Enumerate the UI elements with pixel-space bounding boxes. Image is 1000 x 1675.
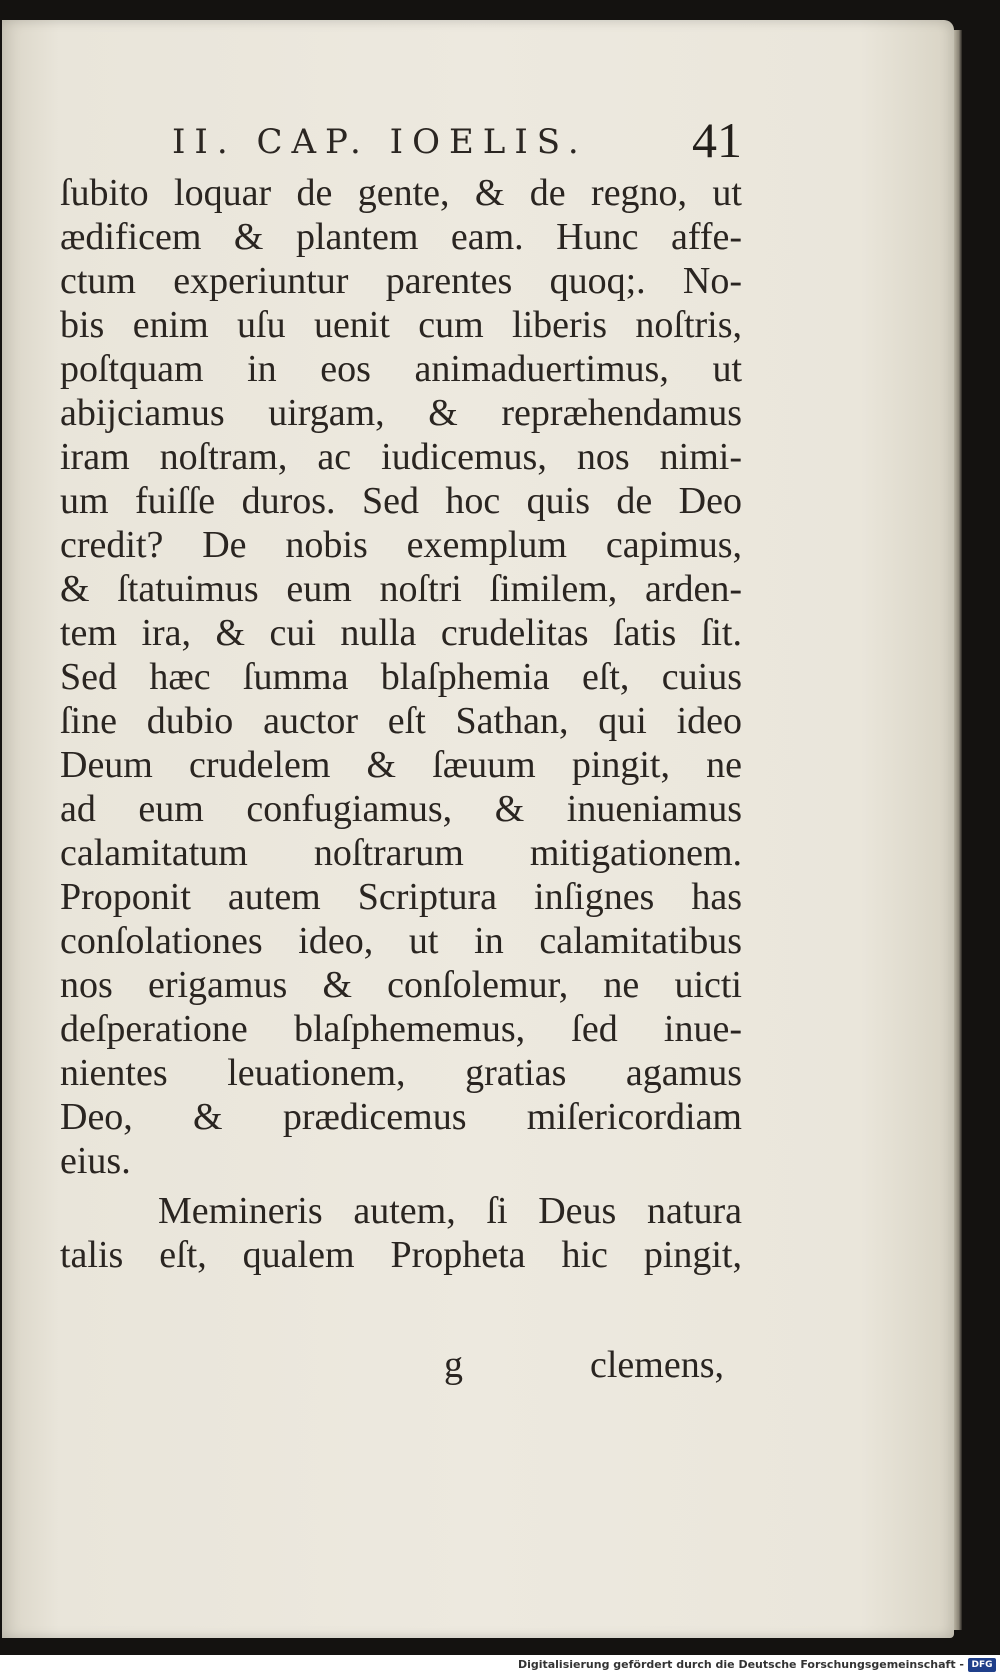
text-line: nos erigamus & conſolemur, ne uicti (60, 964, 742, 1006)
text-line: deſperatione blaſphememus, ſed inue- (60, 1008, 742, 1050)
page-edge (954, 30, 962, 1630)
text-line: ſubito loquar de gente, & de regno, ut (60, 172, 742, 214)
text-line: ſine dubio auctor eſt Sathan, qui ideo (60, 700, 742, 742)
text-line: iram noſtram, ac iudicemus, nos nimi- (60, 436, 742, 478)
text-line: Deum crudelem & ſæuum pingit, ne (60, 744, 742, 786)
page-number: 41 (692, 112, 742, 168)
text-line: ad eum confugiamus, & inueniamus (60, 788, 742, 830)
catchword: clemens, (590, 1344, 725, 1386)
running-head (172, 112, 752, 168)
text-line: ctum experiuntur parentes quoq;. No- (60, 260, 742, 302)
text-line: um fuiſſe duros. Sed hoc quis de Deo (60, 480, 742, 522)
text-line: calamitatum noſtrarum mitigationem. (60, 832, 742, 874)
text-block (60, 170, 742, 1410)
signature-mark: g (444, 1344, 463, 1386)
text-line: eius. (60, 1140, 131, 1182)
running-title: II. CAP. IOELIS. (172, 122, 588, 162)
book-page (2, 20, 954, 1638)
text-line: Deo, & prædicemus miſericordiam (60, 1096, 742, 1138)
text-line: talis eſt, qualem Propheta hic pingit, (60, 1234, 742, 1276)
text-line: abijciamus uirgam, & repræhendamus (60, 392, 742, 434)
dfg-logo-text: DFG (971, 1660, 993, 1670)
text-line: Sed hæc ſumma blaſphemia eſt, cuius (60, 656, 742, 698)
credit-text: Digitalisierung gefördert durch die Deutsche Forschungsgemeinschaft - (517, 1658, 964, 1671)
text-line: credit? De nobis exemplum capimus, (60, 524, 742, 566)
credit-bar (0, 1655, 1000, 1675)
text-line: Memineris autem, ſi Deus natura (158, 1190, 742, 1232)
text-line: Proponit autem Scriptura inſignes has (60, 876, 742, 918)
text-line: conſolationes ideo, ut in calamitatibus (60, 920, 742, 962)
text-line: tem ira, & cui nulla crudelitas ſatis ſit. (60, 612, 742, 654)
dfg-logo (968, 1658, 996, 1672)
text-line: bis enim uſu uenit cum liberis noſtris, (60, 304, 742, 346)
text-line: poſtquam in eos animaduertimus, ut (60, 348, 742, 390)
text-line: nientes leuationem, gratias agamus (60, 1052, 742, 1094)
text-line: & ſtatuimus eum noſtri ſimilem, arden- (60, 568, 742, 610)
text-line: ædificem & plantem eam. Hunc affe- (60, 216, 742, 258)
